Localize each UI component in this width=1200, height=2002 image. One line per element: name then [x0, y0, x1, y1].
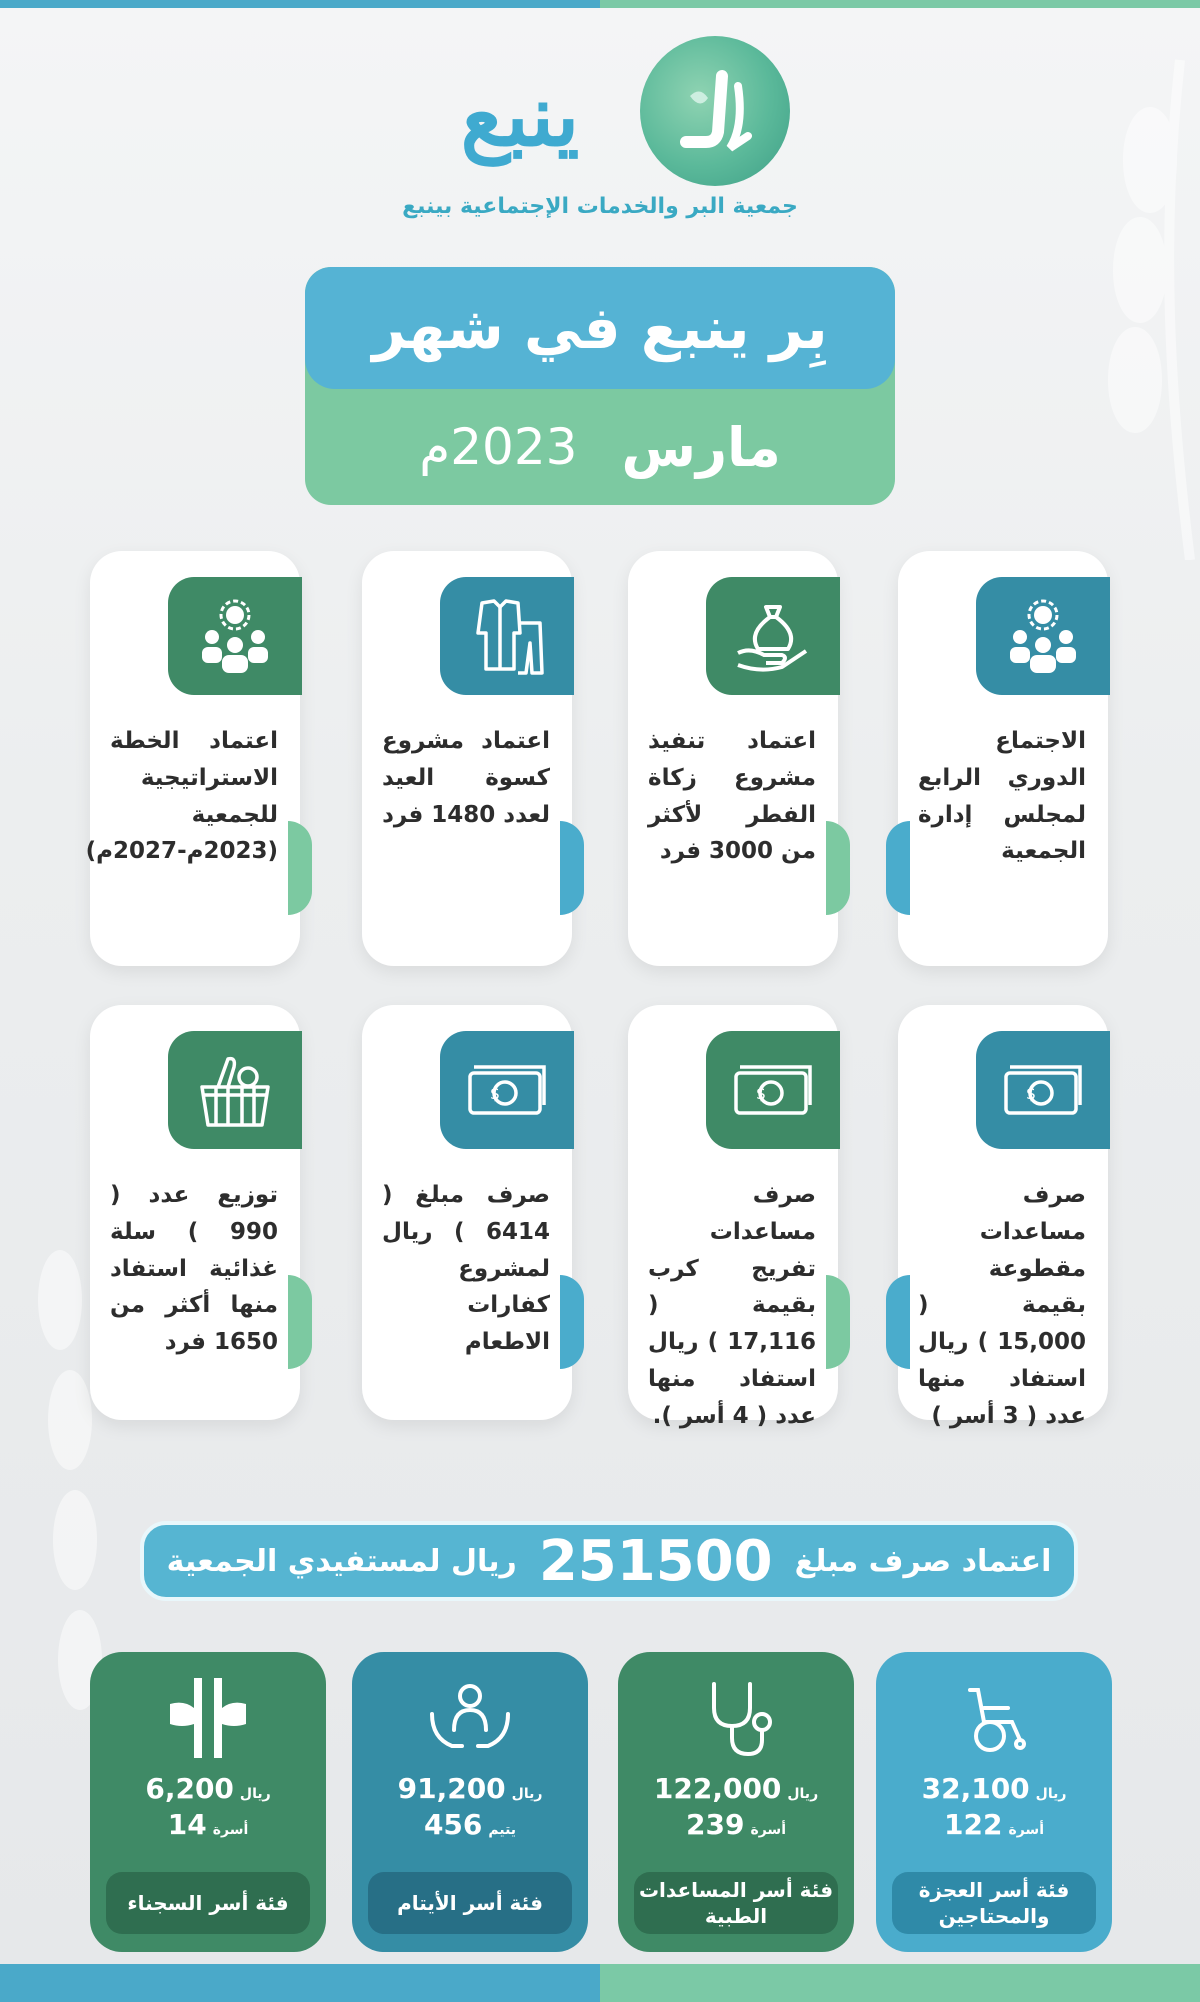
card-text: الاجتماع الدوري الرابع لمجلس إدارة الجمعية: [918, 728, 1086, 865]
logo-wordmark: ينبع: [460, 66, 580, 165]
currency-label: ريال: [239, 1786, 271, 1802]
svg-text:$: $: [1025, 1084, 1036, 1103]
achievement-card: [85, 551, 300, 966]
association-logo: [390, 36, 810, 236]
bottom-color-bar: [0, 1964, 1200, 2002]
card-tab: [826, 1275, 850, 1369]
clothes-icon: [440, 577, 574, 695]
card-tab: [560, 821, 584, 915]
category-label: فئة أسر العجزة والمحتاجين: [892, 1872, 1096, 1934]
card-tab: [826, 821, 850, 915]
card-text: صرف مساعدات تفريج كرب بقيمة ( 17,116 ) ريال استفاد منها عدد ( 4 أسر ).: [648, 1182, 816, 1429]
category-count: 239: [686, 1808, 745, 1841]
year-label: 2023م: [419, 418, 578, 476]
card-tab: [560, 1275, 584, 1369]
category-card: [90, 1652, 326, 1952]
top-color-bar: [0, 0, 1200, 8]
count-unit: أسرة: [750, 1822, 786, 1838]
achievement-card: [362, 1005, 572, 1420]
total-amount-banner: [140, 1521, 1078, 1601]
card-tab: [288, 821, 312, 915]
logo-subtitle: جمعية البر والخدمات الإجتماعية بينبع: [402, 194, 798, 219]
stethoscope-icon: [692, 1674, 780, 1762]
month-year: [305, 389, 895, 505]
card-tab: [886, 1275, 910, 1369]
category-card: [876, 1652, 1112, 1952]
month-title-box: [305, 267, 895, 505]
category-count: 122: [944, 1808, 1003, 1841]
count-unit: يتيم: [488, 1822, 517, 1838]
card-text: صرف مبلغ ( 6414 ) ريال لمشروع كفارات الاطعام: [382, 1182, 550, 1356]
page-title: بِر ينبع في شهر: [305, 267, 895, 389]
total-amount: 251500: [538, 1528, 773, 1594]
category-amount: 6,200: [145, 1772, 234, 1805]
category-label: فئة أسر المساعدات الطبية: [634, 1872, 838, 1934]
category-count: 14: [167, 1808, 207, 1841]
count-unit: أسرة: [212, 1822, 249, 1838]
category-count: 456: [423, 1808, 483, 1841]
orphan-care-icon: [426, 1674, 514, 1762]
currency-label: ريال: [1035, 1786, 1067, 1802]
count-unit: أسرة: [1008, 1822, 1044, 1838]
meeting-icon: [976, 577, 1110, 695]
achievement-card: [898, 1005, 1108, 1429]
card-text: توزيع عدد ( 990 ) سلة غذائية استفاد منها أكثر من 1650 فرد: [110, 1182, 278, 1356]
logo-emblem-icon: [640, 36, 790, 186]
card-text: اعتماد الخطة الاستراتيجية للجمعية (2023م-2027م): [85, 728, 278, 865]
card-tab: [886, 821, 910, 915]
wheelchair-icon: [950, 1674, 1038, 1762]
achievement-card: [898, 551, 1108, 966]
category-amount: 32,100: [921, 1772, 1030, 1805]
category-card: [618, 1652, 854, 1952]
card-text: اعتماد مشروع كسوة العيد لعدد 1480 فرد: [382, 728, 550, 828]
money-icon: [976, 1031, 1110, 1149]
svg-text:$: $: [755, 1084, 766, 1103]
achievement-card: [628, 551, 838, 966]
month-label: مارس: [621, 415, 781, 479]
category-label: فئة أسر السجناء: [106, 1872, 310, 1934]
svg-text:$: $: [489, 1084, 500, 1103]
currency-label: ريال: [511, 1786, 543, 1802]
money-icon: [440, 1031, 574, 1149]
achievement-card: [90, 1005, 300, 1420]
money-icon: [706, 1031, 840, 1149]
total-suffix: ريال لمستفيدي الجمعية: [166, 1543, 517, 1579]
currency-label: ريال: [787, 1786, 819, 1802]
total-prefix: اعتماد صرف مبلغ: [794, 1543, 1052, 1579]
category-label: فئة أسر الأيتام: [368, 1872, 572, 1934]
card-tab: [288, 1275, 312, 1369]
card-text: صرف مساعدات مقطوعة بقيمة ( 15,000 ) ريال استفاد منها عدد ( 3 أسر ): [918, 1182, 1086, 1429]
charity-bag-icon: [706, 577, 840, 695]
prison-icon: [164, 1674, 252, 1762]
wheat-decoration-icon: [1070, 40, 1200, 560]
category-amount: 122,000: [653, 1772, 782, 1805]
category-amount: 91,200: [397, 1772, 506, 1805]
achievement-card: [628, 1005, 838, 1429]
category-card: [352, 1652, 588, 1952]
meeting-icon: [168, 577, 302, 695]
card-text: اعتماد تنفيذ مشروع زكاة الفطر لأكثر من 3000 فرد: [648, 728, 816, 865]
achievement-card: [362, 551, 572, 966]
food-basket-icon: [168, 1031, 302, 1149]
